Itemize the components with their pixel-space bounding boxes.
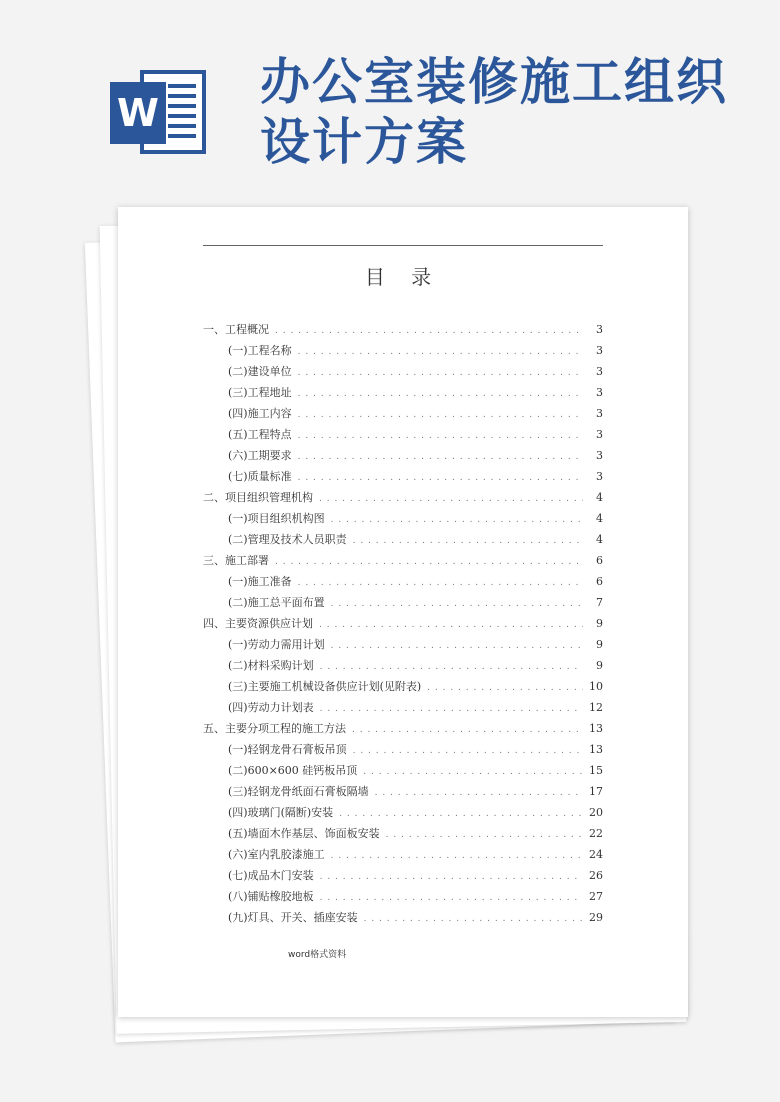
toc-entry-label: (二)施工总平面布置 xyxy=(228,596,325,609)
toc-entry[interactable] xyxy=(203,741,603,762)
toc-entry[interactable] xyxy=(203,888,603,909)
toc-entry[interactable] xyxy=(203,909,603,930)
toc-dot-leader xyxy=(375,788,583,798)
toc-entry-page: 3 xyxy=(596,407,603,420)
toc-entry-label: (一)项目组织机构图 xyxy=(228,512,325,525)
toc-entry-page: 3 xyxy=(596,428,603,441)
toc-entry[interactable] xyxy=(203,426,603,447)
toc-entry-label: (四)玻璃门(隔断)安装 xyxy=(228,806,334,819)
toc-entry-page: 22 xyxy=(589,827,603,840)
toc-entry-page: 6 xyxy=(596,575,603,588)
header-rule xyxy=(203,245,603,246)
toc-dot-leader xyxy=(298,578,583,588)
toc-dot-leader xyxy=(298,368,583,378)
toc-entry-label: (六)工期要求 xyxy=(228,449,292,462)
toc-heading: 目 录 xyxy=(364,265,442,289)
toc-entry-page: 10 xyxy=(589,680,603,693)
toc-entry-label: (七)质量标准 xyxy=(228,470,292,483)
toc-entry-label: (一)施工准备 xyxy=(228,575,292,588)
toc-entry-label: (一)工程名称 xyxy=(228,344,292,357)
svg-text:W: W xyxy=(117,91,159,135)
toc-dot-leader xyxy=(331,599,583,609)
page-footer: word格式资料 xyxy=(288,950,347,960)
toc-entry-label: (一)劳动力需用计划 xyxy=(228,638,325,651)
toc-entry[interactable] xyxy=(203,552,603,573)
toc-dot-leader xyxy=(331,515,583,525)
toc-dot-leader xyxy=(319,494,583,504)
toc-entry[interactable] xyxy=(203,615,603,636)
toc-entry-label: (二)材料采购计划 xyxy=(228,659,314,672)
toc-entry-page: 27 xyxy=(589,890,603,903)
toc-entry-page: 3 xyxy=(596,470,603,483)
word-document-icon xyxy=(108,62,208,162)
toc-dot-leader xyxy=(320,662,583,672)
toc-entry[interactable] xyxy=(203,762,603,783)
toc-entry[interactable] xyxy=(203,489,603,510)
toc-entry-label: (八)铺贴橡胶地板 xyxy=(228,890,314,903)
toc-entry-label: (二)管理及技术人员职责 xyxy=(228,533,347,546)
toc-entry-label: 五、主要分项工程的施工方法 xyxy=(203,722,346,735)
toc-entry[interactable] xyxy=(203,342,603,363)
toc-entry-page: 24 xyxy=(589,848,603,861)
toc-entry-label: (五)墙面木作基层、饰面板安装 xyxy=(228,827,380,840)
toc-entry-page: 3 xyxy=(596,449,603,462)
toc-entry-label: (九)灯具、开关、插座安装 xyxy=(228,911,358,924)
toc-entry-page: 4 xyxy=(596,533,603,546)
toc-entry-label: (四)施工内容 xyxy=(228,407,292,420)
toc-entry-label: 三、施工部署 xyxy=(203,554,269,567)
toc-entry[interactable] xyxy=(203,573,603,594)
toc-entry-page: 9 xyxy=(596,659,603,672)
toc-dot-leader xyxy=(320,872,583,882)
table-of-contents xyxy=(203,321,603,930)
toc-entry[interactable] xyxy=(203,510,603,531)
toc-entry-page: 13 xyxy=(589,743,603,756)
toc-entry-label: (二)600×600 硅钙板吊顶 xyxy=(228,764,358,777)
toc-entry-label: (二)建设单位 xyxy=(228,365,292,378)
toc-dot-leader xyxy=(298,473,583,483)
toc-entry[interactable] xyxy=(203,867,603,888)
toc-dot-leader xyxy=(275,557,583,567)
toc-dot-leader xyxy=(298,410,583,420)
toc-entry-label: (四)劳动力计划表 xyxy=(228,701,314,714)
toc-entry-label: 一、工程概况 xyxy=(203,323,269,336)
toc-dot-leader xyxy=(298,452,583,462)
toc-dot-leader xyxy=(352,725,583,735)
toc-dot-leader xyxy=(298,347,583,357)
toc-dot-leader xyxy=(339,809,583,819)
toc-dot-leader xyxy=(331,851,583,861)
toc-entry-page: 12 xyxy=(589,701,603,714)
toc-dot-leader xyxy=(320,893,583,903)
toc-entry-label: 二、项目组织管理机构 xyxy=(203,491,313,504)
page-title: 办公室装修施工组织设计方案 xyxy=(260,53,728,171)
toc-dot-leader xyxy=(353,536,583,546)
toc-entry[interactable] xyxy=(203,783,603,804)
toc-entry-label: (六)室内乳胶漆施工 xyxy=(228,848,325,861)
toc-entry[interactable] xyxy=(203,531,603,552)
toc-entry-page: 9 xyxy=(596,617,603,630)
toc-entry-page: 4 xyxy=(596,512,603,525)
toc-entry-page: 26 xyxy=(589,869,603,882)
toc-entry-label: (一)轻钢龙骨石膏板吊顶 xyxy=(228,743,347,756)
toc-entry-page: 3 xyxy=(596,386,603,399)
toc-entry[interactable] xyxy=(203,846,603,867)
toc-entry-label: 四、主要资源供应计划 xyxy=(203,617,313,630)
toc-entry-page: 3 xyxy=(596,323,603,336)
toc-entry[interactable] xyxy=(203,720,603,741)
toc-dot-leader xyxy=(320,704,583,714)
toc-entry[interactable] xyxy=(203,447,603,468)
toc-entry-label: (五)工程特点 xyxy=(228,428,292,441)
toc-entry[interactable] xyxy=(203,657,603,678)
toc-entry-page: 17 xyxy=(589,785,603,798)
toc-entry-page: 29 xyxy=(589,911,603,924)
toc-entry[interactable] xyxy=(203,804,603,825)
toc-dot-leader xyxy=(364,914,583,924)
toc-entry-page: 4 xyxy=(596,491,603,504)
toc-entry[interactable] xyxy=(203,363,603,384)
toc-entry[interactable] xyxy=(203,405,603,426)
toc-entry-label: (三)主要施工机械设备供应计划(见附表) xyxy=(228,680,422,693)
toc-entry[interactable] xyxy=(203,384,603,405)
toc-entry-label: (三)工程地址 xyxy=(228,386,292,399)
toc-dot-leader xyxy=(331,641,583,651)
toc-entry[interactable] xyxy=(203,321,603,342)
toc-entry[interactable] xyxy=(203,594,603,615)
toc-dot-leader xyxy=(363,767,583,777)
toc-entry[interactable] xyxy=(203,636,603,657)
toc-entry-page: 3 xyxy=(596,365,603,378)
toc-dot-leader xyxy=(319,620,583,630)
toc-entry-page: 6 xyxy=(596,554,603,567)
toc-entry-page: 15 xyxy=(589,764,603,777)
toc-entry[interactable] xyxy=(203,468,603,489)
word-logo xyxy=(108,62,208,162)
toc-dot-leader xyxy=(353,746,583,756)
toc-entry-page: 13 xyxy=(589,722,603,735)
toc-entry-page: 7 xyxy=(596,596,603,609)
toc-entry[interactable] xyxy=(203,699,603,720)
toc-entry-page: 3 xyxy=(596,344,603,357)
toc-entry-page: 20 xyxy=(589,806,603,819)
toc-dot-leader xyxy=(386,830,583,840)
toc-entry-label: (三)轻钢龙骨纸面石膏板隔墙 xyxy=(228,785,369,798)
toc-dot-leader xyxy=(275,326,583,336)
document-page xyxy=(118,207,688,1017)
toc-entry-page: 9 xyxy=(596,638,603,651)
toc-entry-label: (七)成品木门安装 xyxy=(228,869,314,882)
toc-dot-leader xyxy=(427,683,583,693)
toc-entry[interactable] xyxy=(203,678,603,699)
toc-entry[interactable] xyxy=(203,825,603,846)
toc-dot-leader xyxy=(298,389,583,399)
toc-dot-leader xyxy=(298,431,583,441)
